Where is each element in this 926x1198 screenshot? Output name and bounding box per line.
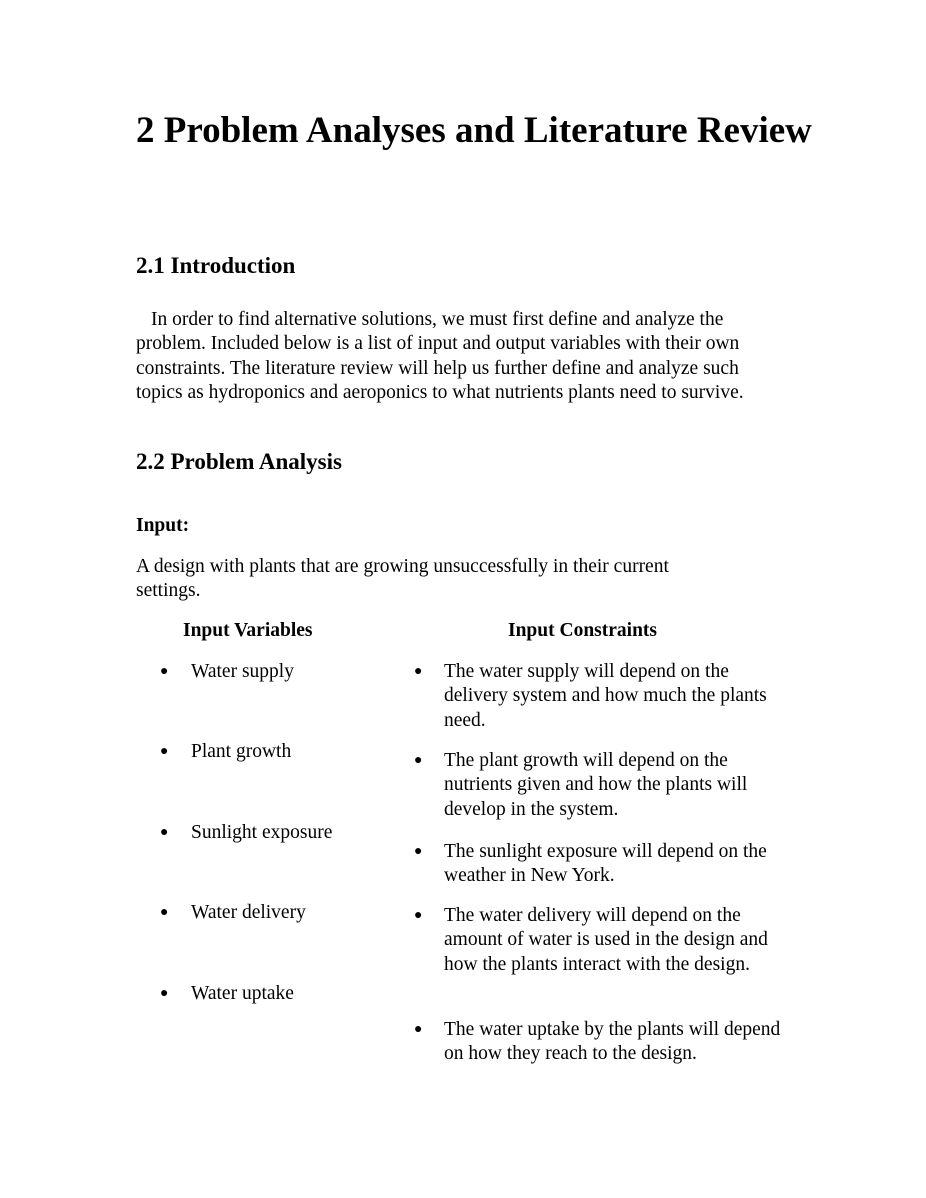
list-item bbox=[414, 1018, 794, 1067]
bullet-icon: ● bbox=[160, 744, 169, 759]
variable-text: Water uptake bbox=[191, 983, 294, 1004]
list-item bbox=[414, 660, 794, 733]
constraint-text: The water uptake by the plants will depend on how they reach to the design. bbox=[444, 1019, 781, 1065]
bullet-icon: ● bbox=[414, 844, 423, 859]
input-variables-heading: Input Variables bbox=[183, 620, 313, 641]
input-constraints-heading: Input Constraints bbox=[508, 620, 658, 641]
list-item bbox=[160, 901, 380, 925]
variable-text: Sunlight exposure bbox=[191, 822, 333, 843]
section-heading-problem-analysis: 2.2 Problem Analysis bbox=[136, 449, 342, 474]
variable-text: Water delivery bbox=[191, 902, 306, 923]
list-item bbox=[160, 821, 380, 845]
bullet-icon: ● bbox=[414, 753, 423, 768]
constraint-text: The plant growth will depend on the nutrients given and how the plants will develop in the system. bbox=[444, 750, 748, 820]
variable-text: Water supply bbox=[191, 661, 294, 682]
bullet-icon: ● bbox=[160, 664, 169, 679]
list-item bbox=[160, 982, 380, 1006]
list-item bbox=[160, 740, 380, 764]
bullet-icon: ● bbox=[160, 825, 169, 840]
introduction-paragraph: In order to find alternative solutions, we must first define and analyze the problem. Included below is a list of input and output variables with their own constraints. The literature review will help us further define and analyze such topics as hydroponics and aeroponics to what nutrients plants need to survive. bbox=[136, 309, 744, 403]
input-heading: Input: bbox=[136, 515, 190, 536]
chapter-title: 2 Problem Analyses and Literature Review bbox=[136, 110, 812, 151]
bullet-icon: ● bbox=[414, 1022, 423, 1037]
section-heading-introduction: 2.1 Introduction bbox=[136, 253, 296, 278]
bullet-icon: ● bbox=[160, 986, 169, 1001]
bullet-icon: ● bbox=[414, 908, 423, 923]
constraint-text: The water supply will depend on the delivery system and how much the plants need. bbox=[444, 661, 767, 731]
bullet-icon: ● bbox=[414, 664, 423, 679]
constraint-text: The sunlight exposure will depend on the weather in New York. bbox=[444, 841, 767, 887]
input-description: A design with plants that are growing unsuccessfully in their current settings. bbox=[136, 556, 669, 602]
list-item bbox=[414, 840, 794, 889]
variable-text: Plant growth bbox=[191, 741, 292, 762]
list-item bbox=[414, 749, 794, 822]
list-item bbox=[160, 660, 380, 684]
list-item bbox=[414, 904, 794, 977]
constraint-text: The water delivery will depend on the amount of water is used in the design and how the plants interact with the design. bbox=[444, 905, 768, 975]
bullet-icon: ● bbox=[160, 905, 169, 920]
